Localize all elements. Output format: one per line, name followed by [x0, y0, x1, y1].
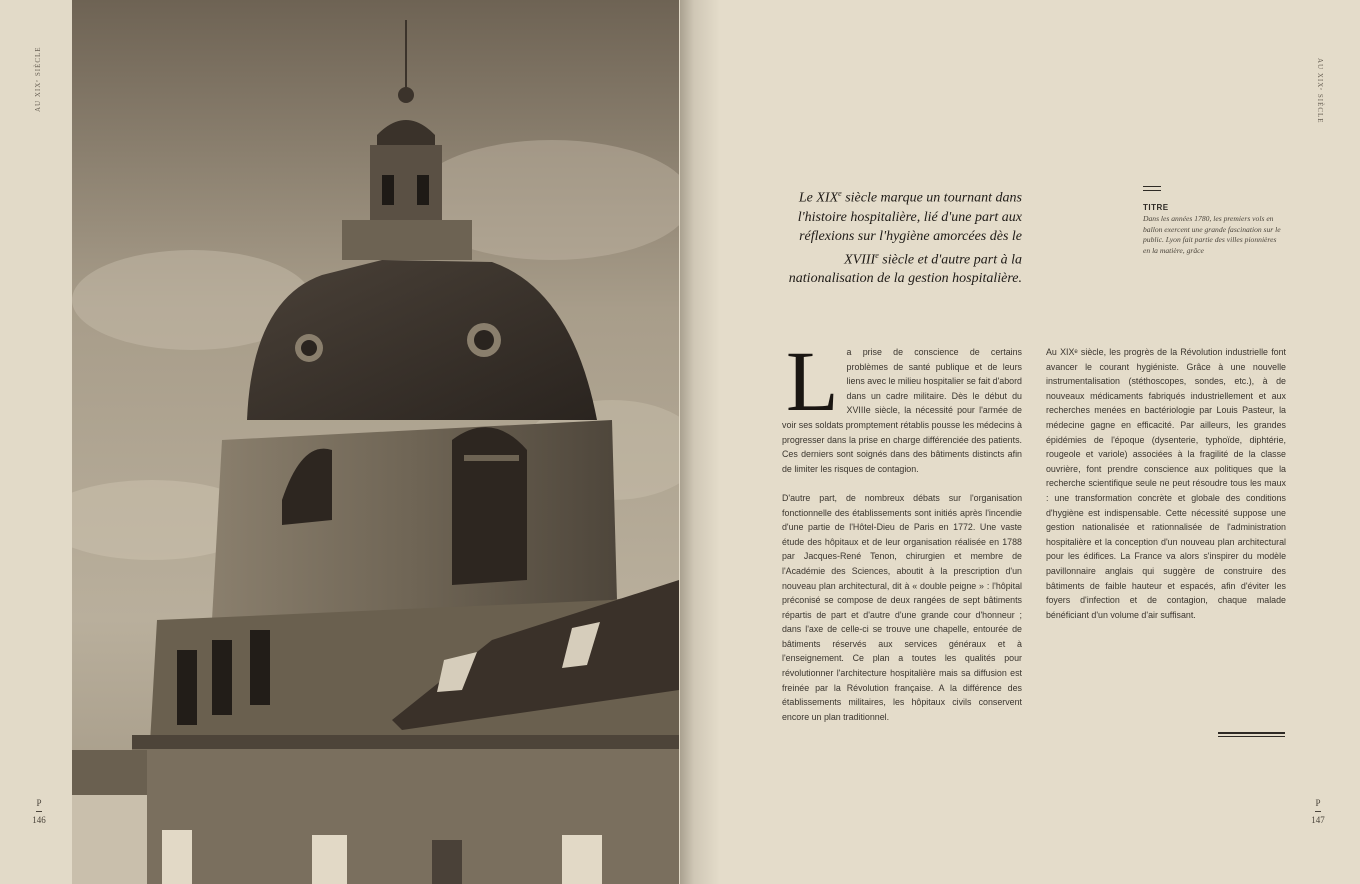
sidenote-title: TITRE [1143, 203, 1169, 212]
pullquote-part-1: Le XIX [798, 190, 839, 206]
gutter-shadow [680, 0, 720, 884]
running-head-right: AU XIXᵉ SIÈCLE [1316, 58, 1324, 124]
folio-dash-right [1315, 811, 1321, 812]
paragraph-1-text: a prise de conscience de certains problèmes de santé publique et de leurs liens avec le milieu hospitalier se fait d'abord dans un cadre militaire. Dès le début du XVIIIe siècle, la nécessité pour l'armée de voir ses soldats promptement rétablis pousse les médecins à progresser dans la prise en charge différenciée des patients. Ces derniers sont soignés dans des bâtiments distincts afin de limiter les risques de contagion. [782, 347, 1022, 474]
folio-dash-left [36, 811, 42, 812]
text-column-2 [1046, 345, 1286, 622]
folio-left [24, 798, 54, 825]
folio-letter-right: P [1315, 798, 1321, 808]
sidenote-body: Dans les années 1780, les premiers vols en ballon exercent une grande fascination sur le public. Lyon fait partie des villes pionnières en la matière, grâce [1143, 214, 1281, 255]
hospital-dome-photo [72, 0, 679, 884]
paragraph-3: Au XIXᵉ siècle, les progrès de la Révolution industrielle font avancer le courant hygiéniste. Grâce à une nouvelle instrumentalisation (stéthoscopes, sondes, etc.), à de nouveaux médicaments fabriqués industriellement et aux recherches menées en bactériologie par Louis Pasteur, la médecine gagne en efficacité. Par ailleurs, les grandes épidémies de l'époque (dysenterie, typhoïde, diphtérie, rougeole et variole) associées à la fragilité de la classe ouvrière, font prendre conscience aux politiques que la recherche scientifique seule ne peut résoudre tous les maux : une transformation concrète et globale des conditions d'hygiène est indispensable. Cette nécessité suppose une gestion nationalisée et rationnalisée de l'administration hospitalière et la conception d'un nouveau plan architectural pour les édifices. La France va alors s'inspirer du modèle pavillonnaire anglais qui suggère de construire des bâtiments de faible hauteur et espacés, afin d'éviter les foyers d'infection et de contagion, chaque malade bénéficiant d'un volume d'air suffisant. [1046, 347, 1286, 620]
page-number-right: 147 [1311, 815, 1325, 825]
folio-letter-left: P [36, 798, 42, 808]
paragraph-2: D'autre part, de nombreux débats sur l'organisation fonctionnelle des établissements sont initiés après l'incendie d'une partie de l'Hôtel-Dieu de Paris en 1772. Une vaste étude des hôpitaux et de leur organisation réalisée en 1788 par Jacques-René Tenon, chirurgien et membre de l'Académie des Sciences, aboutit à la prescription d'un nouveau plan architectural, dit à « double peigne » : l'hôpital préconisé se compose de deux rangées de sept bâtiments répartis de part et d'autre d'une grande cour d'honneur ; dans l'axe de celle-ci se trouve une chapelle, entourée de bâtiments réservés aux services généraux et à l'enseignement. Ce plan a toutes les qualités pour révolutionner l'architecture hospitalière mais sa diffusion est freinée par la Révolution française. A la différence des établissements militaires, les hôpitaux civils conservent encore un plan traditionnel. [782, 492, 1022, 722]
sidenote-rule [1143, 186, 1161, 191]
pullquote-sup-1: e [838, 189, 842, 198]
running-head-left: AU XIXᵉ SIÈCLE [34, 46, 42, 112]
page-number-left: 146 [32, 815, 46, 825]
sidenote [1143, 186, 1283, 256]
folio-right [1303, 798, 1333, 825]
pullquote-sup-2: e [875, 250, 879, 260]
pullquote-part-3: siècle et d'autre part à la nationalisation de la gestion hospitalière. [788, 252, 1022, 287]
photo-illustration [72, 0, 679, 884]
paragraph-1 [782, 333, 1022, 476]
drop-cap: L [786, 333, 839, 429]
end-rule [1218, 732, 1285, 737]
text-column-1 [782, 333, 1022, 724]
pull-quote [782, 184, 1022, 288]
pullquote-part-2: siècle marque un tournant dans l'histoire hospitalière, lié d'une part aux réflexions sur l'hygiène amorcées dès le XVIII [797, 190, 1022, 268]
